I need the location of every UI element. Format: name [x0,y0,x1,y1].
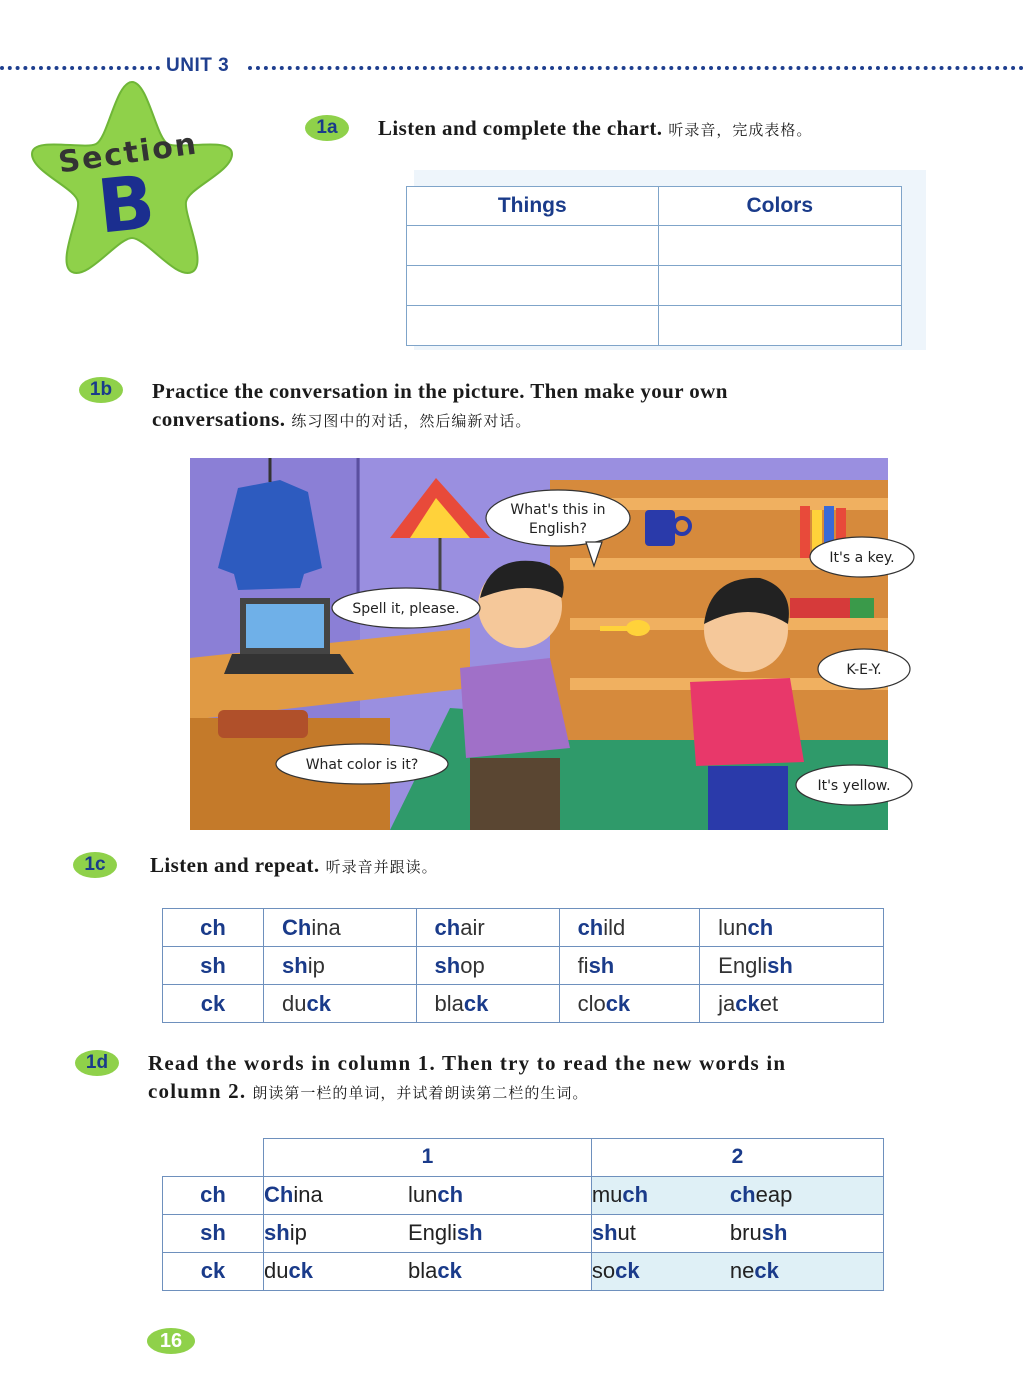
svg-text:English?: English? [529,521,587,537]
word-cell: jacket [700,985,884,1023]
ex1a-instruction: Listen and complete the chart. 听录音，完成表格。 [378,116,813,140]
ex1c-instruction: Listen and repeat. 听录音并跟读。 [150,853,438,877]
word-cell: fish [559,947,700,985]
header-dotted-rule-left [0,66,160,70]
word-cell: cheap [730,1176,884,1214]
ex1a-chart [406,186,902,346]
conversation-illustration [190,458,895,830]
empty-corner [163,1139,264,1177]
table-row [163,1176,884,1214]
word-cell: duck [264,1252,409,1290]
table-row [163,1214,884,1252]
chart-header-things: Things [407,187,659,226]
speech-bubble [810,537,914,577]
word-cell: sock [591,1252,730,1290]
column-header-1: 1 [264,1139,592,1177]
word-cell: ship [264,1214,409,1252]
speech-bubble [818,649,910,689]
table-row [163,1252,884,1290]
exercise-badge-1c: 1c [72,851,118,879]
chart-cell[interactable] [658,266,901,306]
word-cell: ship [264,947,417,985]
svg-text:It's a key.: It's a key. [829,550,895,566]
ex1c-phonics-table [162,908,884,1023]
exercise-badge-1a: 1a [304,114,350,142]
sound-cell: ch [163,1176,264,1214]
word-cell: chair [416,909,559,947]
section-letter: B [93,159,159,251]
word-cell: lunch [408,1176,591,1214]
word-cell: black [416,985,559,1023]
chart-cell[interactable] [658,226,901,266]
speech-bubble [276,744,448,784]
svg-text:Spell it, please.: Spell it, please. [352,601,460,617]
word-cell: clock [559,985,700,1023]
sound-cell: sh [163,1214,264,1252]
table-row [163,985,884,1023]
exercise-badge-1b: 1b [78,376,124,404]
word-cell: China [264,1176,409,1214]
column-header-2: 2 [591,1139,883,1177]
svg-text:K-E-Y.: K-E-Y. [846,662,882,678]
svg-text:What's this in: What's this in [510,502,606,518]
word-cell: shop [416,947,559,985]
header-dotted-rule-right [248,66,1024,70]
word-cell: English [700,947,884,985]
word-cell: much [591,1176,730,1214]
chart-cell[interactable] [407,226,659,266]
unit-label: UNIT 3 [166,55,230,76]
svg-text:It's yellow.: It's yellow. [817,778,891,794]
table-row [163,909,884,947]
word-cell: black [408,1252,591,1290]
ex1d-phonics-table [162,1138,884,1291]
speech-bubble [796,765,912,805]
word-cell: shut [591,1214,730,1252]
word-cell: brush [730,1214,884,1252]
word-cell: English [408,1214,591,1252]
table-row [163,947,884,985]
table-header-row [163,1139,884,1177]
word-cell: neck [730,1252,884,1290]
exercise-badge-1d: 1d [74,1049,120,1077]
word-cell: duck [264,985,417,1023]
chart-cell[interactable] [407,266,659,306]
sound-cell: sh [163,947,264,985]
sound-cell: ck [163,1252,264,1290]
chart-cell[interactable] [407,306,659,346]
ex1b-instruction: Practice the conversation in the picture. Then make your own conversations. 练习图中的对话，然后编新对话。 [152,379,728,431]
chart-cell[interactable] [658,306,901,346]
speech-bubble [332,588,480,628]
sound-cell: ch [163,909,264,947]
page-number: 16 [146,1326,196,1356]
ex1d-instruction: Read the words in column 1. Then try to read the new words in column 2. 朗读第一栏的单词，并试着朗读第二栏的生词。 [148,1051,787,1103]
word-cell: China [264,909,417,947]
sound-cell: ck [163,985,264,1023]
chart-header-colors: Colors [658,187,901,226]
word-cell: lunch [700,909,884,947]
section-word: Section [56,126,201,181]
svg-text:What color is it?: What color is it? [305,757,419,773]
word-cell: child [559,909,700,947]
